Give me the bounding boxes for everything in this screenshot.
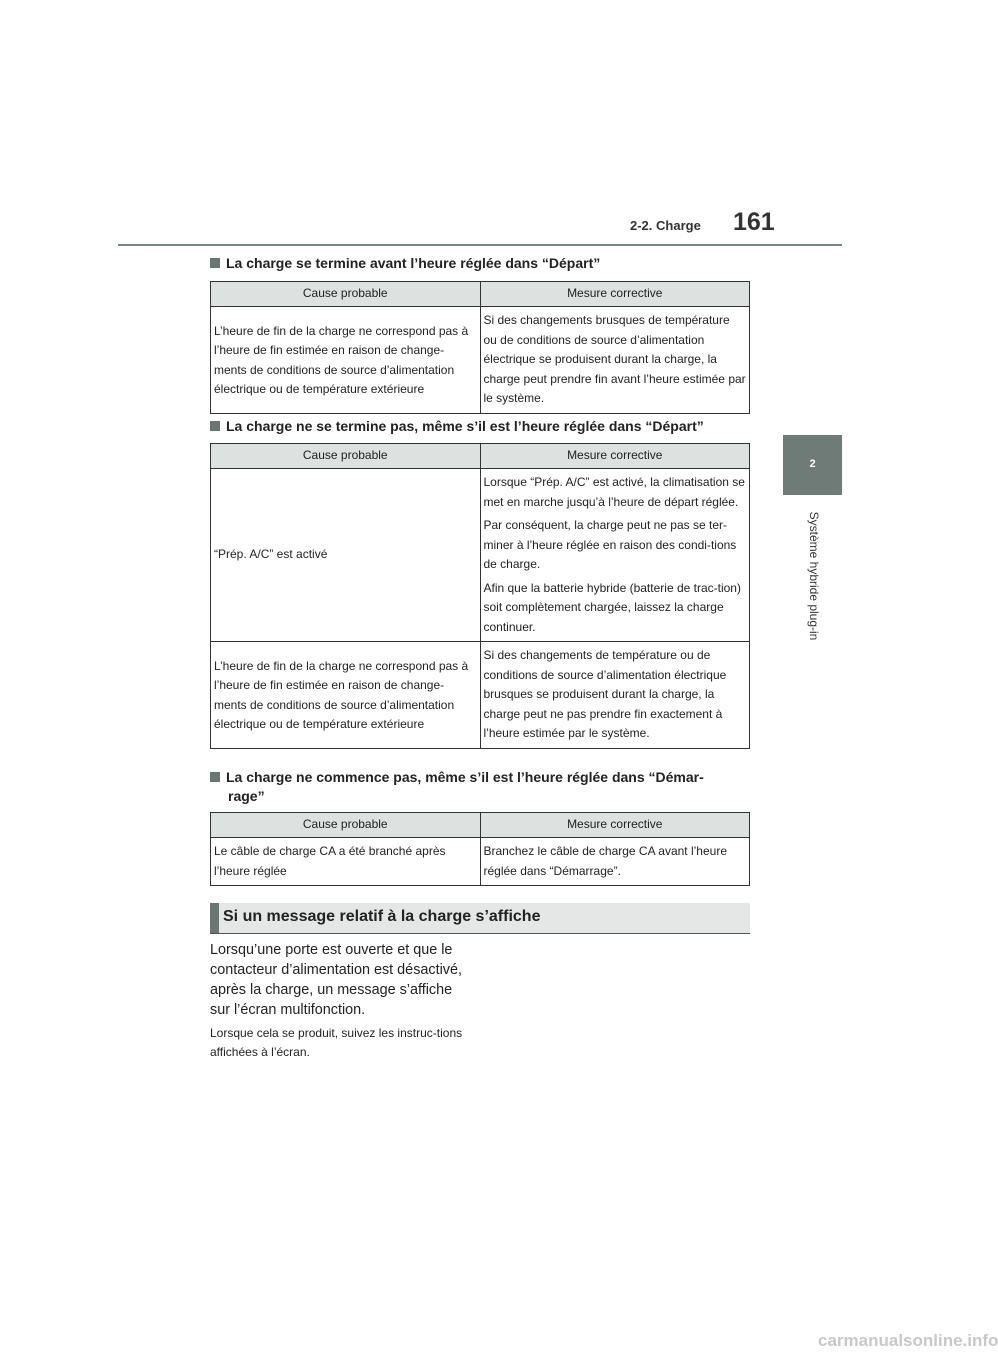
table-row [211,642,750,749]
subsection-heading-text: La charge ne se termine pas, même s’il est l’heure réglée dans “Départ” [226,418,704,434]
cause-text: “Prép. A/C” est activé [214,547,328,562]
measure-text: Branchez le câble de charge CA avant l’heure réglée dans “Démarrage”. [483,844,727,878]
section-heading-bar [210,903,219,933]
table-header-row [211,282,750,307]
troubleshooting-table [210,443,750,749]
section-heading-rule [210,933,750,934]
square-bullet-icon [210,421,220,431]
note-paragraph: Lorsque cela se produit, suivez les instruc-tions affichées à l’écran. [210,1026,463,1059]
column-header: Cause probable [211,444,481,469]
table-header-row [211,813,750,838]
square-bullet-icon [210,258,220,268]
column-header: Mesure corrective [480,444,750,469]
cause-text: Le câble de charge CA a été branché après l’heure réglée [214,844,446,878]
measure-cell [480,642,750,749]
subsection-heading [210,768,704,806]
measure-paragraph: Lorsque “Prép. A/C” est activé, la climatisation se met en marche jusqu’à l’heure de départ réglée. [483,475,745,509]
measure-cell [480,469,750,642]
subsection-heading-text: La charge se termine avant l’heure réglée dans “Départ” [226,255,601,271]
subsection-heading-text: La charge ne commence pas, même s’il est l’heure réglée dans “Démar- [226,769,704,785]
table-header-row [211,444,750,469]
footer-watermark: carmanualsonline.info [818,1331,998,1350]
column-header: Mesure corrective [480,813,750,838]
section-heading-box [210,903,750,933]
cause-text: L’heure de fin de la charge ne correspond pas à l’heure de fin estimée en raison de change-ments de conditions de source d’alimentation électrique ou de température extérieure [214,323,469,397]
measure-text: Si des changements brusques de température ou de conditions de source d’alimentation électrique se produisent durant la charge, la charge peut prendre fin avant l’heure estimée par le système. [483,313,746,405]
measure-paragraph: Par conséquent, la charge peut ne pas se ter-miner à l’heure réglée en raison des condi-tions de charge. [483,518,737,571]
measure-cell [480,307,750,414]
chapter-title: Système hybride plug-in [807,511,821,641]
chapter-number: 2 [809,458,816,470]
header-rule [118,244,842,246]
cause-cell [211,307,481,414]
cause-cell [211,469,481,642]
table-row [211,469,750,642]
table-row [211,838,750,886]
cause-cell [211,642,481,749]
column-header: Cause probable [211,813,481,838]
troubleshooting-table [210,281,750,414]
square-bullet-icon [210,772,220,782]
column-header: Mesure corrective [480,282,750,307]
section-heading-title: Si un message relatif à la charge s’affiche [223,908,541,925]
body-paragraph: Lorsqu’une porte est ouverte et que le contacteur d’alimentation est désactivé, après la charge, un message s’affiche sur l’écran multifonction. [210,942,462,1018]
cause-text: L’heure de fin de la charge ne correspond pas à l’heure de fin estimée en raison de change-ments de conditions de source d’alimentation électrique ou de température extérieure [214,658,469,732]
subsection-heading [210,254,600,273]
measure-paragraph: Afin que la batterie hybride (batterie de trac-tion) soit complètement chargée, laissez la charge continuer. [483,580,741,634]
section-label: 2-2. Charge [630,218,701,233]
column-header: Cause probable [211,282,481,307]
measure-text: Si des changements de température ou de conditions de source d’alimentation électrique brusques se produisent durant la charge, la charge peut ne pas prendre fin exactement à l’heure estimée par le système. [483,648,727,740]
cause-cell [211,838,481,886]
troubleshooting-table [210,812,750,886]
measure-cell [480,838,750,886]
table-row [211,307,750,414]
page-number: 161 [733,208,775,236]
subsection-heading [210,417,704,436]
subsection-heading-continuation: rage” [228,788,265,804]
